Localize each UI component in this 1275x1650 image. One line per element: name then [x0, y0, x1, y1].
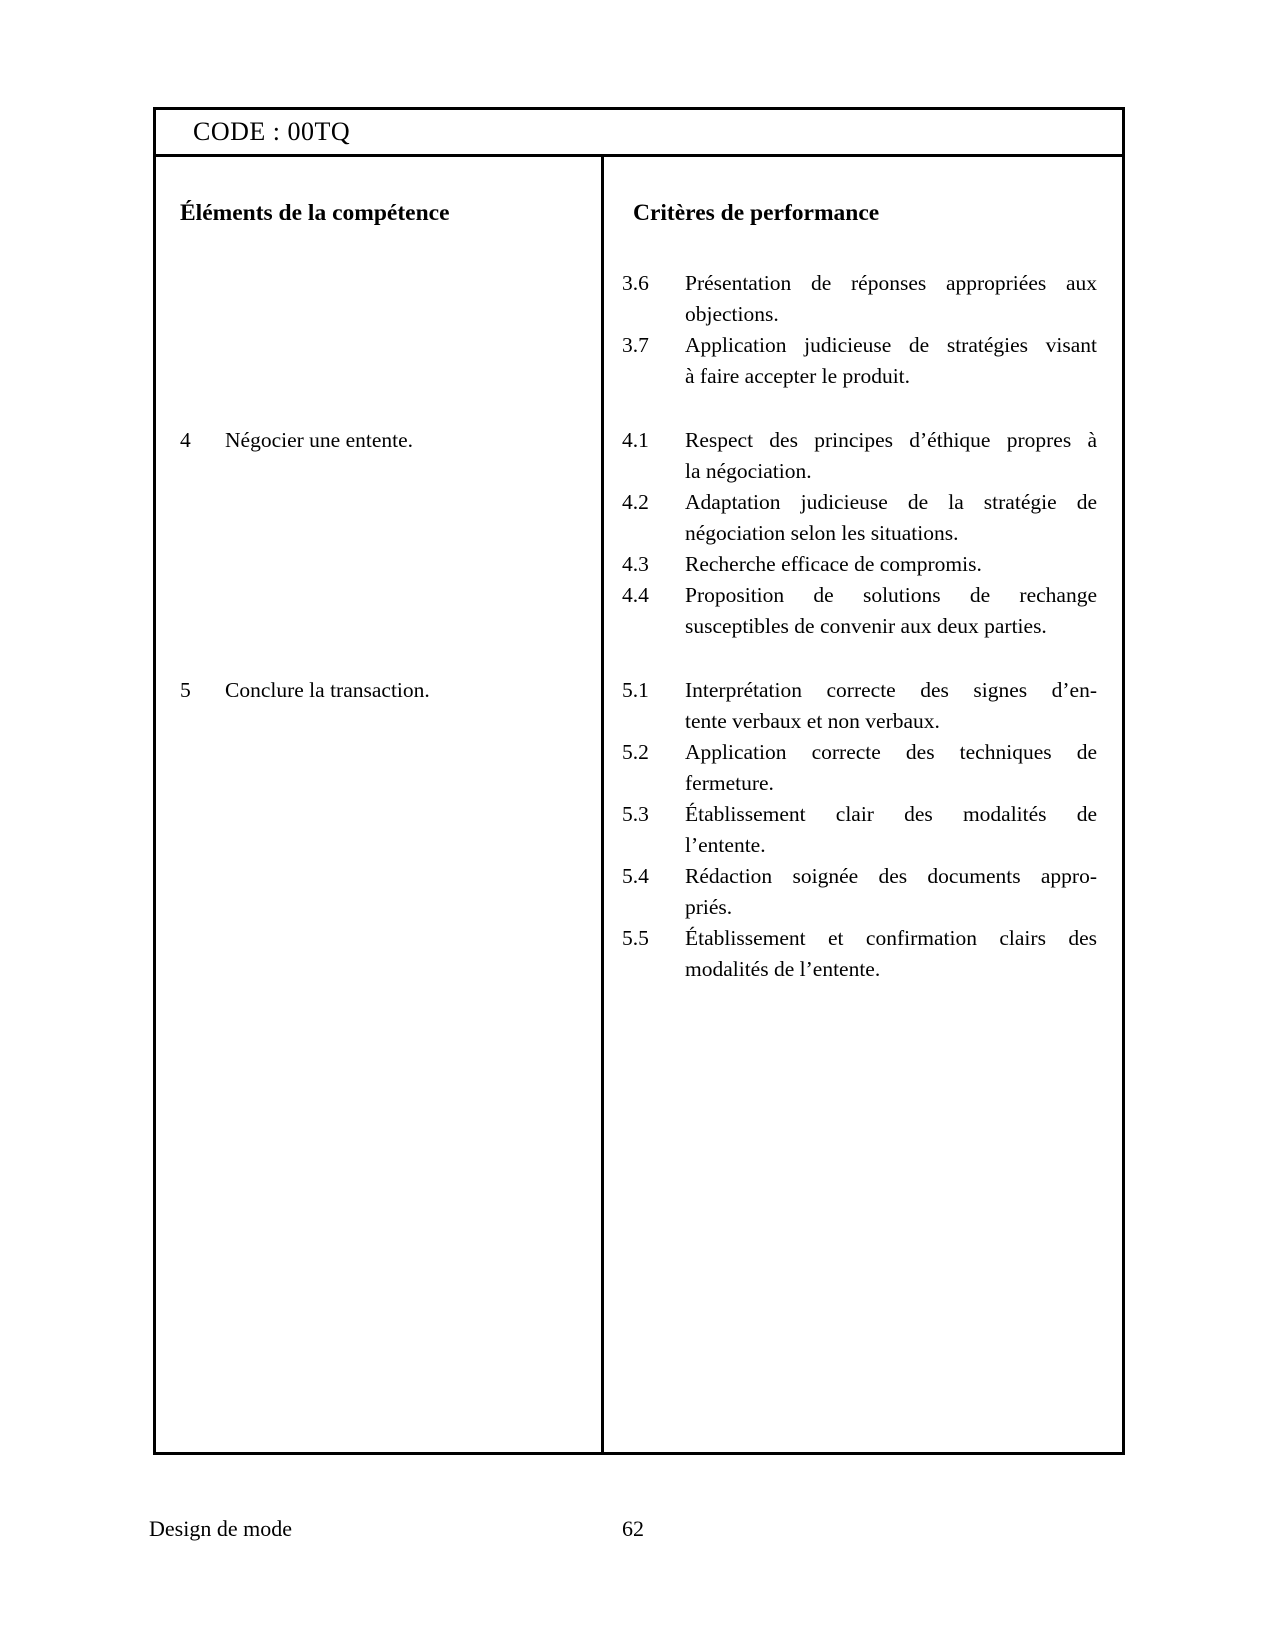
criterion-line: Proposition de solutions de rechange [685, 583, 1097, 607]
criterion-number: 4.4 [622, 583, 649, 607]
criteria-list [601, 675, 1122, 985]
criterion-row [622, 799, 1097, 861]
criterion-line: Application correcte des techniques de [685, 740, 1097, 764]
criterion-text [685, 737, 1097, 799]
criterion-text [685, 487, 1097, 549]
criterion-row [622, 549, 1097, 580]
element-number [180, 268, 225, 392]
criterion-line: à faire accepter le produit. [685, 364, 911, 388]
criterion-row [622, 330, 1097, 392]
criterion-number: 5.1 [622, 678, 649, 702]
criterion-text [685, 799, 1097, 861]
competency-group-row [156, 268, 1122, 392]
code-header-row [156, 110, 1122, 157]
criterion-number: 4.2 [622, 490, 649, 514]
criterion-number: 4.1 [622, 428, 649, 452]
criterion-line: négociation selon les situations. [685, 521, 959, 545]
column-header-row [156, 157, 1122, 229]
element-cell [156, 425, 601, 642]
criterion-number: 5.4 [622, 864, 649, 888]
element-cell [156, 675, 601, 985]
criterion-text [685, 425, 1097, 487]
criterion-row [622, 923, 1097, 985]
criterion-line: tente verbaux et non verbaux. [685, 709, 940, 733]
criterion-row [622, 487, 1097, 549]
footer-page-number: 62 [622, 1516, 644, 1541]
criterion-line: susceptibles de convenir aux deux parties. [685, 614, 1047, 638]
criterion-row [622, 861, 1097, 923]
criterion-text [685, 268, 1097, 330]
criterion-row [622, 425, 1097, 487]
criteria-list [601, 268, 1122, 392]
criterion-line: l’entente. [685, 833, 766, 857]
competency-group-row [156, 425, 1122, 642]
criterion-line: Présentation de réponses appropriées aux [685, 271, 1097, 295]
criterion-line: Respect des principes d’éthique propres à [685, 428, 1097, 452]
groups [156, 268, 1122, 985]
column-divider [601, 157, 604, 1452]
criterion-text [685, 330, 1097, 392]
criterion-line: fermeture. [685, 771, 774, 795]
footer-document-title: Design de mode [149, 1516, 292, 1541]
criterion-line: Adaptation judicieuse de la stratégie de [685, 490, 1097, 514]
criterion-line: Établissement clair des modalités de [685, 802, 1097, 826]
criterion-line: Établissement et confirmation clairs des [685, 926, 1097, 950]
table-columns [156, 157, 1122, 1452]
element-label: Négocier une entente. [225, 428, 414, 452]
criterion-text [685, 580, 1097, 642]
criteria-list [601, 425, 1122, 642]
criterion-line: Rédaction soignée des documents appro- [685, 864, 1097, 888]
element-number: 4 [180, 428, 191, 452]
competency-group-row [156, 675, 1122, 985]
criterion-number: 3.6 [622, 271, 649, 295]
criterion-number: 5.3 [622, 802, 649, 826]
criterion-row [622, 737, 1097, 799]
criterion-line: modalités de l’entente. [685, 957, 881, 981]
criterion-number: 3.7 [622, 333, 649, 357]
criterion-line: Application judicieuse de stratégies visant [685, 333, 1097, 357]
criterion-line: Interprétation correcte des signes d’en- [685, 678, 1097, 702]
criterion-row [622, 675, 1097, 737]
criterion-line: Recherche efficace de compromis. [685, 552, 982, 576]
criterion-line: objections. [685, 302, 779, 326]
element-cell [156, 268, 601, 392]
element-label: Conclure la transaction. [225, 678, 430, 702]
criterion-text [685, 675, 1097, 737]
criterion-text [685, 923, 1097, 985]
criterion-line: la négociation. [685, 459, 812, 483]
code-label: CODE : 00TQ [193, 117, 351, 146]
element-number: 5 [180, 678, 191, 702]
criterion-row [622, 268, 1097, 330]
criterion-line: priés. [685, 895, 733, 919]
right-column-header: Critères de performance [633, 200, 880, 226]
criterion-number: 5.5 [622, 926, 649, 950]
criterion-number: 5.2 [622, 740, 649, 764]
criterion-number: 4.3 [622, 552, 649, 576]
criterion-text [685, 861, 1097, 923]
criterion-text [685, 549, 1097, 580]
competency-table [153, 107, 1125, 1455]
left-column-header: Éléments de la compétence [180, 200, 450, 226]
criterion-row [622, 580, 1097, 642]
